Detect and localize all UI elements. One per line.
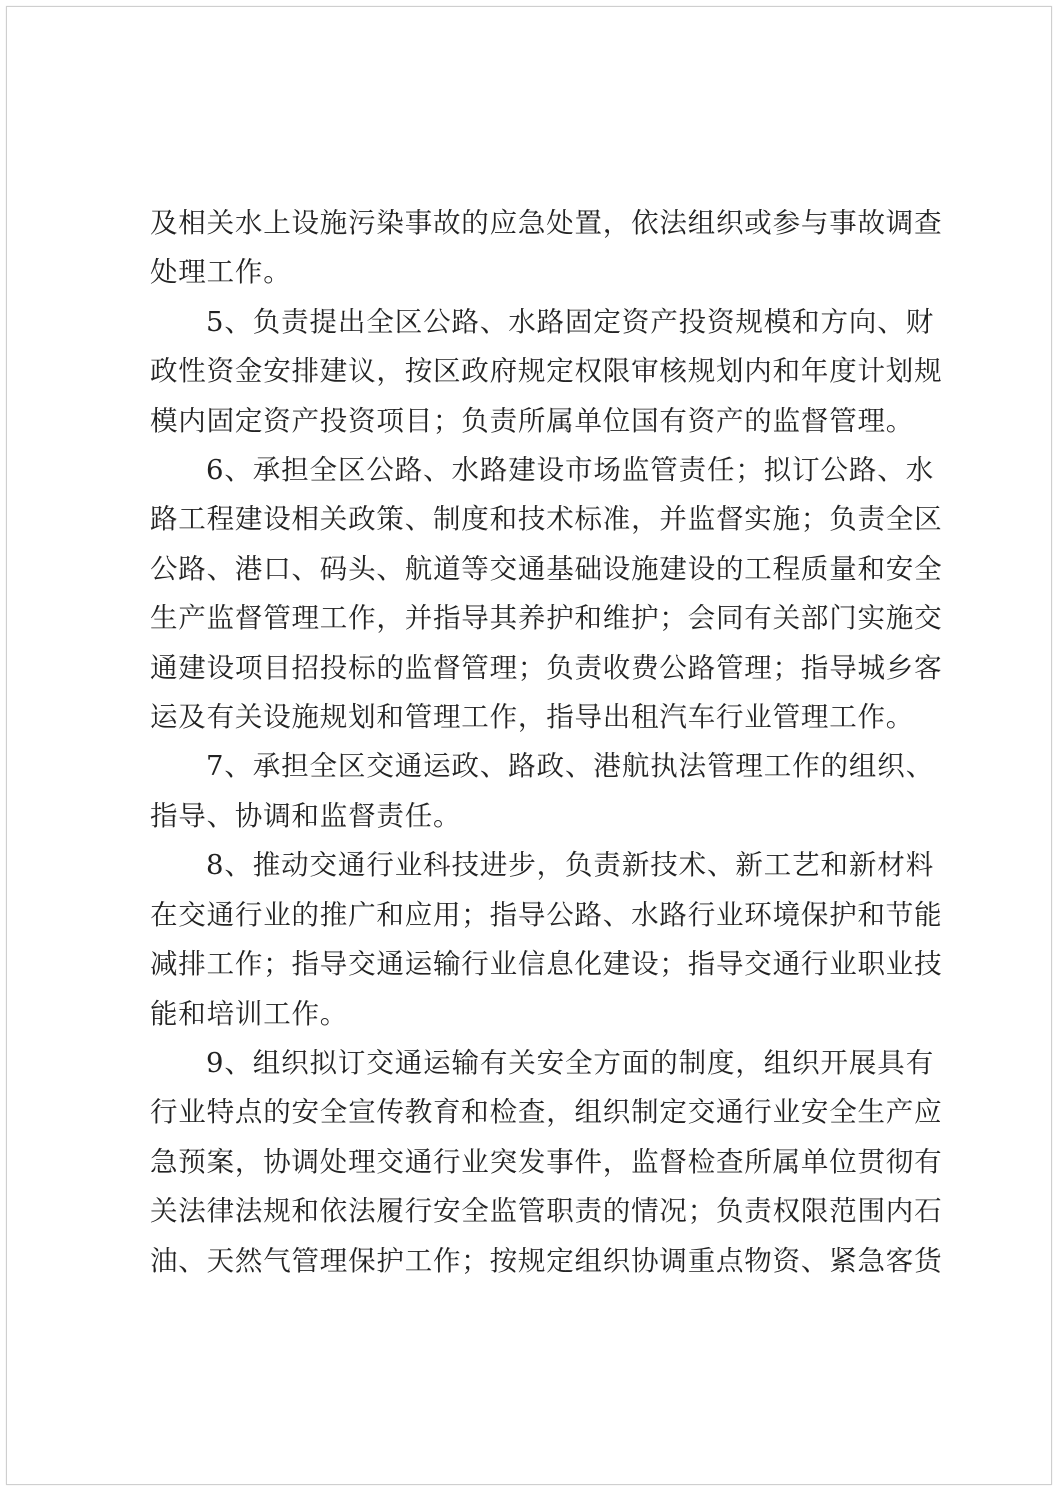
text-line: 在交通行业的推广和应用；指导公路、水路行业环境保护和节能 <box>150 898 943 931</box>
text-line: 通建设项目招投标的监督管理；负责收费公路管理；指导城乡客 <box>150 651 943 684</box>
text-line: 关法律法规和依法履行安全监管职责的情况；负责权限范围内石 <box>150 1195 943 1228</box>
document-body <box>150 199 943 1286</box>
text-line: 6、承担全区公路、水路建设市场监管责任；拟订公路、水 <box>206 454 934 487</box>
text-line: 生产监督管理工作，并指导其养护和维护；会同有关部门实施交 <box>150 602 943 635</box>
text-line: 9、组织拟订交通运输有关安全方面的制度，组织开展具有 <box>206 1046 934 1079</box>
text-line: 急预案，协调处理交通行业突发事件，监督检查所属单位贯彻有 <box>150 1145 943 1178</box>
paragraph-continuation <box>150 199 943 298</box>
text-line: 8、推动交通行业科技进步，负责新技术、新工艺和新材料 <box>206 849 934 882</box>
paragraph-item-9 <box>150 1039 943 1286</box>
text-line: 模内固定资产投资项目；负责所属单位国有资产的监督管理。 <box>150 404 915 437</box>
paragraph-item-6 <box>150 446 943 742</box>
text-line: 油、天然气管理保护工作；按规定组织协调重点物资、紧急客货 <box>150 1244 943 1277</box>
text-line: 路工程建设相关政策、制度和技术标准，并监督实施；负责全区 <box>150 503 943 536</box>
text-line: 行业特点的安全宣传教育和检查，组织制定交通行业安全生产应 <box>150 1096 943 1129</box>
text-line: 7、承担全区交通运政、路政、港航执法管理工作的组织、 <box>206 750 934 783</box>
text-line: 公路、港口、码头、航道等交通基础设施建设的工程质量和安全 <box>150 552 943 585</box>
text-line: 及相关水上设施污染事故的应急处置，依法组织或参与事故调查 <box>150 207 943 239</box>
text-line: 减排工作；指导交通运输行业信息化建设；指导交通行业职业技 <box>150 948 943 981</box>
document-page <box>6 6 1052 1485</box>
text-line: 5、负责提出全区公路、水路固定资产投资规模和方向、财 <box>206 305 934 338</box>
text-line: 处理工作。 <box>150 256 292 289</box>
paragraph-item-7 <box>150 742 934 841</box>
text-line: 能和培训工作。 <box>150 997 349 1030</box>
paragraph-item-5 <box>150 298 943 446</box>
text-line: 指导、协调和监督责任。 <box>150 799 462 832</box>
paragraph-item-8 <box>150 841 943 1039</box>
text-line: 政性资金安排建议，按区政府规定权限审核规划内和年度计划规 <box>150 355 943 388</box>
text-line: 运及有关设施规划和管理工作，指导出租汽车行业管理工作。 <box>150 701 915 734</box>
